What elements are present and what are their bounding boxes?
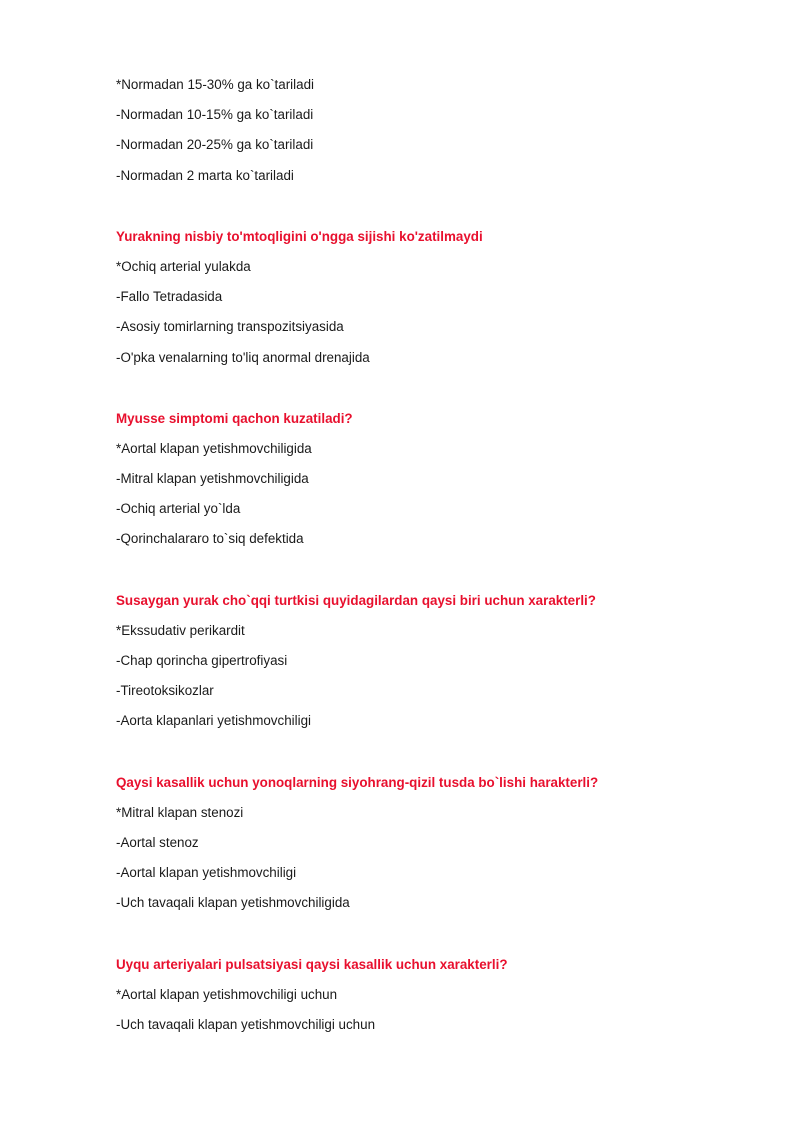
answer-option: -Normadan 2 marta ko`tariladi bbox=[116, 167, 294, 183]
question-text: Qaysi kasallik uchun yonoqlarning siyohrang-qizil tusda bo`lishi harakterli? bbox=[116, 774, 599, 790]
quiz-content bbox=[116, 76, 756, 1077]
question-block bbox=[116, 410, 756, 561]
answer-option: -Normadan 10-15% ga ko`tariladi bbox=[116, 107, 314, 123]
answer-option: *Ekssudativ perikardit bbox=[116, 622, 245, 638]
question-text: Yurakning nisbiy to'mtoqligini o'ngga sijishi ko'zatilmaydi bbox=[116, 228, 483, 244]
answer-option: -Aortal klapan yetishmovchiligi bbox=[116, 865, 297, 881]
question-block bbox=[116, 76, 756, 197]
answer-option: -Mitral klapan yetishmovchiligida bbox=[116, 471, 309, 487]
answer-option: -Chap qorincha gipertrofiyasi bbox=[116, 653, 288, 668]
answer-option: *Aortal klapan yetishmovchiligida bbox=[116, 440, 312, 456]
answer-option: *Mitral klapan stenozi bbox=[116, 804, 244, 820]
answer-option: -Normadan 20-25% ga ko`tariladi bbox=[116, 137, 314, 153]
answer-option: -O'pka venalarning to'liq anormal drenajida bbox=[116, 349, 370, 365]
answer-option: -Ochiq arterial yo`lda bbox=[116, 501, 241, 517]
answer-option: -Fallo Tetradasida bbox=[116, 289, 223, 305]
question-text: Myusse simptomi qachon kuzatiladi? bbox=[116, 410, 353, 426]
answer-option: -Aorta klapanlari yetishmovchiligi bbox=[116, 713, 311, 729]
question-text: Susaygan yurak cho`qqi turtkisi quyidagilardan qaysi biri uchun xarakterli? bbox=[116, 592, 596, 608]
question-block bbox=[116, 956, 756, 1047]
answer-option: *Normadan 15-30% ga ko`tariladi bbox=[116, 77, 314, 92]
answer-option: -Asosiy tomirlarning transpozitsiyasida bbox=[116, 319, 344, 335]
answer-option: -Tireotoksikozlar bbox=[116, 683, 214, 699]
answer-option: -Aortal stenoz bbox=[116, 834, 199, 850]
answer-option: -Qorinchalararo to`siq defektida bbox=[116, 531, 304, 547]
answer-option: -Uch tavaqali klapan yetishmovchiligida bbox=[116, 895, 350, 911]
answer-option: *Ochiq arterial yulakda bbox=[116, 258, 251, 274]
answer-option: *Aortal klapan yetishmovchiligi uchun bbox=[116, 986, 338, 1002]
question-text: Uyqu arteriyalari pulsatsiyasi qaysi kasallik uchun xarakterli? bbox=[116, 956, 508, 972]
answer-option: -Uch tavaqali klapan yetishmovchiligi uchun bbox=[116, 1016, 376, 1032]
question-block bbox=[116, 592, 756, 743]
question-block bbox=[116, 228, 756, 379]
question-block bbox=[116, 774, 756, 925]
